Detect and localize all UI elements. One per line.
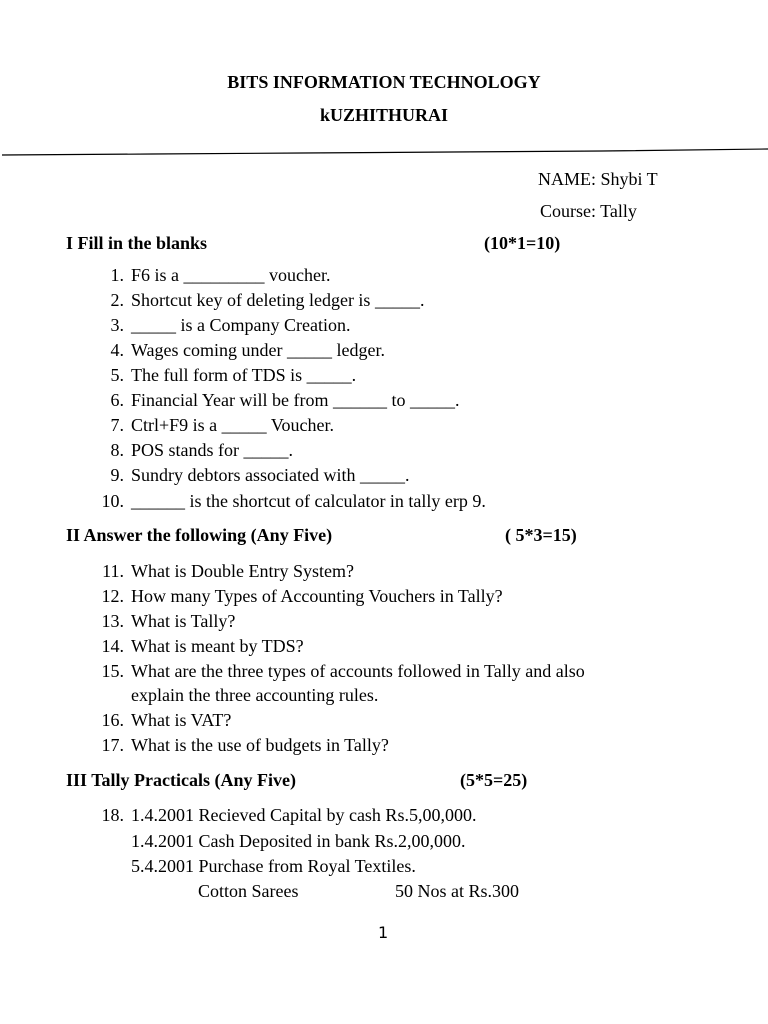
header-divider xyxy=(2,148,768,158)
practical-line-3: 5.4.2001 Purchase from Royal Textiles. xyxy=(131,856,416,876)
question-number: 14. xyxy=(101,636,124,656)
question-text: Shortcut key of deleting ledger is _____. xyxy=(131,290,425,310)
question-text: What is meant by TDS? xyxy=(131,636,304,656)
question-text: Financial Year will be from ______ to _____. xyxy=(131,390,460,410)
question-text: How many Types of Accounting Vouchers in Tally? xyxy=(131,586,503,606)
question-number: 12. xyxy=(101,586,124,606)
question-number: 4. xyxy=(110,340,124,360)
question-number: 10. xyxy=(101,491,124,511)
question-text: POS stands for _____. xyxy=(131,440,294,460)
question-text-continued: explain the three accounting rules. xyxy=(131,685,379,705)
question-number: 11. xyxy=(102,561,124,581)
section-1-title: I Fill in the blanks xyxy=(66,233,208,253)
question-number: 5. xyxy=(110,365,124,385)
question-number: 8. xyxy=(110,440,124,460)
question-number: 15. xyxy=(101,661,124,681)
question-text: Sundry debtors associated with _____. xyxy=(131,465,410,485)
section-2-marks: ( 5*3=15) xyxy=(505,525,577,545)
question-text: F6 is a _________ voucher. xyxy=(131,265,331,285)
section-2-title: II Answer the following (Any Five) xyxy=(66,525,333,545)
question-number: 13. xyxy=(101,611,124,631)
section-3-title: III Tally Practicals (Any Five) xyxy=(66,770,296,790)
question-number: 17. xyxy=(101,735,124,755)
section-3-marks: (5*5=25) xyxy=(460,770,528,790)
institute-place: kUZHITHURAI xyxy=(319,105,449,125)
question-number: 7. xyxy=(110,415,124,435)
question-number: 18. xyxy=(101,805,124,825)
question-text: What is VAT? xyxy=(131,710,232,730)
practical-item: Cotton Sarees xyxy=(198,881,299,901)
question-number: 1. xyxy=(110,265,124,285)
question-text: The full form of TDS is _____. xyxy=(131,365,357,385)
question-text: What is Tally? xyxy=(131,611,236,631)
question-number: 6. xyxy=(110,390,124,410)
question-text: ______ is the shortcut of calculator in tally erp 9. xyxy=(131,491,486,511)
student-name: NAME: Shybi T xyxy=(538,169,658,189)
question-number: 16. xyxy=(101,710,124,730)
question-text: What is the use of budgets in Tally? xyxy=(131,735,389,755)
question-text: Ctrl+F9 is a _____ Voucher. xyxy=(131,415,334,435)
question-text: What are the three types of accounts followed in Tally and also xyxy=(131,661,585,681)
question-number: 2. xyxy=(110,290,124,310)
question-text: _____ is a Company Creation. xyxy=(131,315,351,335)
student-course: Course: Tally xyxy=(540,201,637,221)
section-1-marks: (10*1=10) xyxy=(484,233,561,253)
question-text: Wages coming under _____ ledger. xyxy=(131,340,385,360)
question-number: 9. xyxy=(110,465,124,485)
practical-line-2: 1.4.2001 Cash Deposited in bank Rs.2,00,000. xyxy=(131,831,466,851)
page-number: 1 xyxy=(378,923,389,942)
question-text: What is Double Entry System? xyxy=(131,561,354,581)
question-number: 3. xyxy=(110,315,124,335)
practical-quantity: 50 Nos at Rs.300 xyxy=(395,881,520,901)
question-text: 1.4.2001 Recieved Capital by cash Rs.5,00,000. xyxy=(131,805,477,825)
institute-title: BITS INFORMATION TECHNOLOGY xyxy=(227,72,541,92)
